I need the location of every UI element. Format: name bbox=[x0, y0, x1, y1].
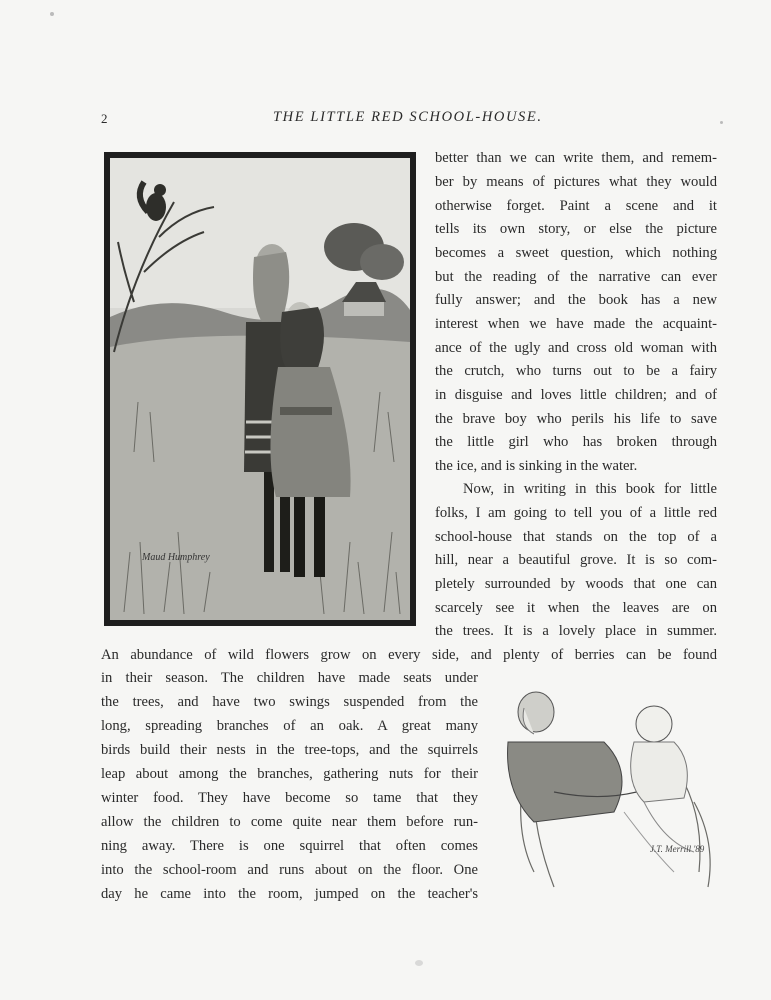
text-line: pletely surrounded by woods that one can bbox=[435, 576, 717, 592]
text-line: ning away. There is one squirrel that often comes bbox=[101, 838, 478, 854]
text-line: day he came into the room, jumped on the teacher's bbox=[101, 886, 478, 902]
text-line: long, spreading branches of an oak. A great many bbox=[101, 718, 478, 734]
text-line: birds build their nests in the tree-tops, and the squirrels bbox=[101, 742, 478, 758]
text-line: ance of the ugly and cross old woman with bbox=[435, 340, 717, 356]
text-line: interest when we have made the acquaint- bbox=[435, 316, 717, 332]
text-line: the trees. It is a lovely place in summer. bbox=[435, 623, 717, 639]
text-line: the brave boy who perils his life to save bbox=[435, 411, 717, 427]
text-line: fully answer; and the book has a new bbox=[435, 292, 717, 308]
text-line: the trees, and have two swings suspended from the bbox=[101, 694, 478, 710]
text-line: allow the children to come quite near them before run- bbox=[101, 814, 478, 830]
text-line: but the reading of the narrative can ever bbox=[435, 269, 717, 285]
text-line: the crutch, who turns out to be a fairy bbox=[435, 363, 717, 379]
text-line: in their season. The children have made seats under bbox=[101, 670, 478, 686]
text-line: school-house that stands on the top of a bbox=[435, 529, 717, 545]
illustration-signature-top: Maud Humphrey bbox=[142, 552, 210, 563]
text-line: An abundance of wild flowers grow on every side, and plenty of berries can be found bbox=[101, 647, 717, 663]
paper-speck bbox=[50, 12, 54, 16]
paragraph-start: Now, in writing in this book for little bbox=[463, 481, 717, 497]
illustration-signature-bottom: J.T. Merrill '89 bbox=[650, 844, 705, 854]
page-number: 2 bbox=[101, 111, 108, 126]
text-line: in disguise and loves little children; and of bbox=[435, 387, 717, 403]
paper-speck bbox=[415, 960, 423, 966]
text-line: the little girl who has broken through bbox=[435, 434, 717, 450]
text-line: folks, I am going to tell you of a little red bbox=[435, 505, 717, 521]
text-line: hill, near a beautiful grove. It is so com- bbox=[435, 552, 717, 568]
text-line: winter food. They have become so tame that they bbox=[101, 790, 478, 806]
running-head: THE LITTLE RED SCHOOL-HOUSE. bbox=[273, 109, 543, 125]
text-line: otherwise forget. Paint a scene and it bbox=[435, 198, 717, 214]
text-line: scarcely see it when the leaves are on bbox=[435, 600, 717, 616]
text-line: becomes a sweet question, which nothing bbox=[435, 245, 717, 261]
text-line: tells its own story, or else the picture bbox=[435, 221, 717, 237]
text-line: better than we can write them, and remem- bbox=[435, 150, 717, 166]
text-line: ber by means of pictures what they would bbox=[435, 174, 717, 190]
text-line: into the school-room and runs about on the floor. One bbox=[101, 862, 478, 878]
text-line: leap about among the branches, gathering nuts for their bbox=[101, 766, 478, 782]
paper-speck bbox=[720, 121, 723, 124]
illustration-grandfather-and-baby bbox=[494, 672, 726, 894]
text-line: the ice, and is sinking in the water. bbox=[435, 458, 638, 474]
